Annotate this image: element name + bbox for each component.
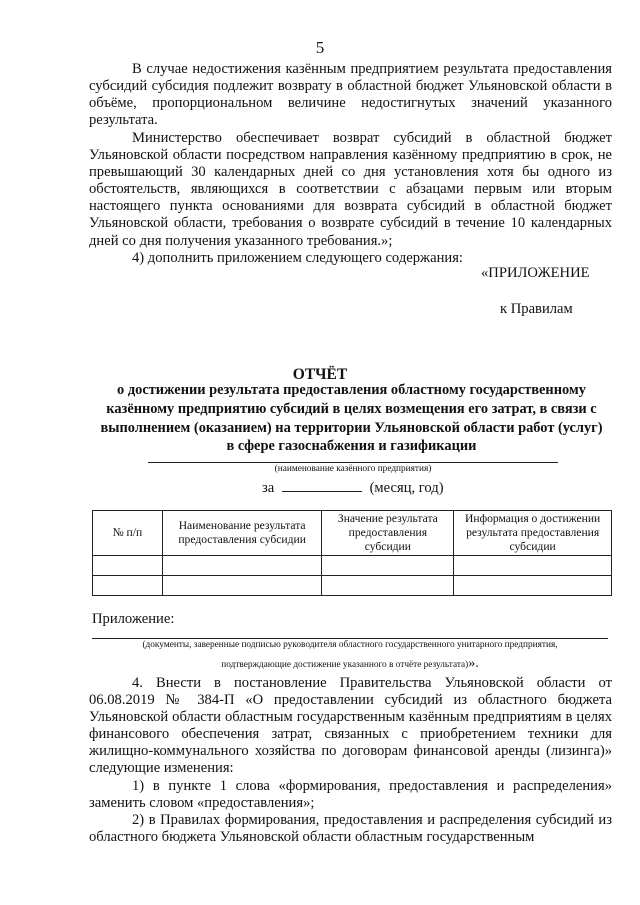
table-cell: [454, 576, 612, 596]
report-period: [262, 479, 444, 497]
attachment-caption-2: [92, 656, 608, 672]
period-suffix: (месяц, год): [369, 480, 444, 496]
attachment-caption-1: (документы, заверенные подписью руководителя областного государственного унитарного предприятия,: [142, 640, 558, 650]
appendix-label: «ПРИЛОЖЕНИЕ: [481, 265, 590, 281]
header-achievement-info: Информация о достижении результата предоставления субсидии: [454, 511, 612, 556]
paragraph-refund-shortfall: В случае недостижения казённым предприятием результата предоставления субсидий субсидия подлежит возврату в областной бюджет Ульяновской области в объёме, пропорциональном величине недостигнутых значений указанного результата.: [89, 61, 612, 129]
report-title: ОТЧЁТ: [292, 366, 348, 383]
table-cell: [322, 556, 454, 576]
report-subtitle: о достижении результата предоставления областному государственному казённому предприятию субсидий в целях возмещения его затрат, в связи с выполнением (оказанием) на территории Ульяновской области работ (услуг) в сфере газоснабжения и газификации: [100, 382, 603, 455]
appendix-to-rules: к Правилам: [500, 301, 573, 317]
header-result-value: Значение результата предоставления субсидии: [322, 511, 454, 556]
paragraph-ministry-refund: Министерство обеспечивает возврат субсидий в областной бюджет Ульяновской области посредством направления казённому предприятию в срок, не превышающий 30 календарных дней со дня установления хотя бы одного из обстоятельств, являющихся в соответствии с абзацами первым или вторым настоящего пункта основаниями для возврата субсидий в областной бюджет Ульяновской области, требования о возврате субсидий в течение 10 календарных дней со дня получения указанного требования.»;: [89, 130, 612, 249]
page-number: 5: [315, 38, 325, 57]
period-blank-line: [282, 479, 362, 492]
table-row: [93, 576, 612, 596]
attachment-label: Приложение:: [92, 611, 175, 627]
table-cell: [93, 576, 163, 596]
enterprise-name-caption: (наименование казённого предприятия): [274, 464, 432, 474]
paragraph-section-4: 4. Внести в постановление Правительства Ульяновской области от 06.08.2019 № 384-П «О предоставлении субсидий из областного бюджета Ульяновской области областным государственным казённым предприятиям в целях финансового обеспечения затрат, связанных с приобретением техники для жилищно-коммунального хозяйства по договорам финансовой аренды (лизинга)» следующие изменения:: [89, 675, 612, 777]
table-cell: [162, 556, 322, 576]
attachment-line: [92, 638, 608, 639]
enterprise-name-line: [148, 462, 558, 463]
table-cell: [93, 556, 163, 576]
attachment-caption-2-text: подтверждающие достижение указанного в отчёте результата): [221, 660, 469, 670]
closing-quote: ».: [468, 656, 479, 671]
period-prefix: за: [262, 480, 275, 496]
table-cell: [162, 576, 322, 596]
table-cell: [322, 576, 454, 596]
table-cell: [454, 556, 612, 576]
header-result-name: Наименование результата предоставления субсидии: [162, 511, 322, 556]
paragraph-item-1: 1) в пункте 1 слова «формирования, предоставления и распределения» заменить словом «предоставления»;: [89, 778, 612, 812]
table-row: [93, 556, 612, 576]
header-number: № п/п: [93, 511, 163, 556]
paragraph-add-appendix: 4) дополнить приложением следующего содержания:: [132, 250, 463, 266]
report-table-header-row: [93, 511, 612, 556]
report-table: [92, 510, 612, 596]
paragraph-item-2: 2) в Правилах формирования, предоставления и распределения субсидий из областного бюджета Ульяновской области областным государственным: [89, 812, 612, 846]
